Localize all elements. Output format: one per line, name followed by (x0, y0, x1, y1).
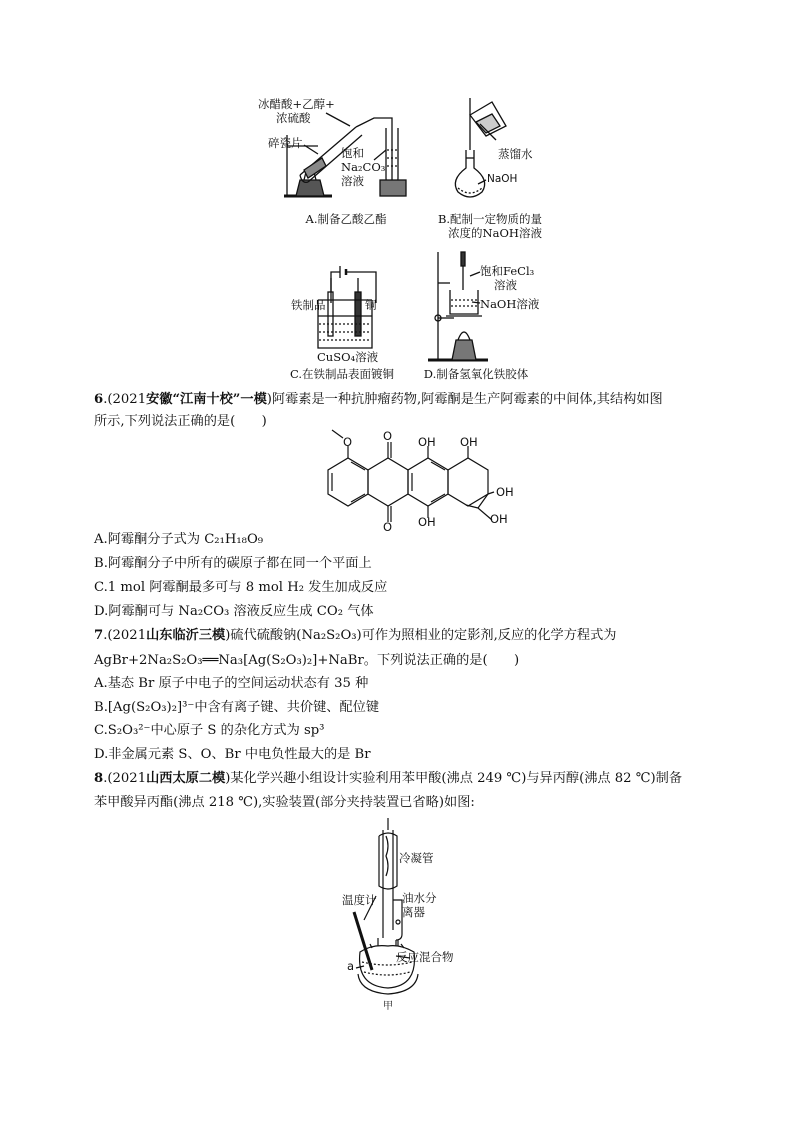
q6-option-b: B.阿霉酮分子中所有的碳原子都在同一个平面上 (94, 556, 372, 571)
struct-oh-4: OH (496, 485, 514, 499)
q8-source: 山西太原二模 (146, 771, 226, 786)
caption-c: C.在铁制品表面镀铜 (289, 367, 395, 381)
q7-stem-text: )硫代硫酸钠(Na₂S₂O₃)可作为照相业的定影剂,反应的化学方程式为 (225, 628, 617, 643)
label-reaction-mixture: 反应混合物 (396, 950, 454, 964)
caption-d: D.制备氢氧化铁胶体 (423, 367, 529, 381)
label-saturated: 饱和 (341, 146, 364, 160)
q6-stem-line-2: 所示,下列说法正确的是( ) (94, 414, 267, 429)
q6-number: 6 (94, 392, 104, 407)
q7-option-a: A.基态 Br 原子中电子的空间运动状态有 35 种 (94, 676, 369, 691)
struct-oh-2: OH (460, 435, 478, 449)
q6-option-c: C.1 mol 阿霉酮最多可与 8 mol H₂ 发生加成反应 (94, 580, 388, 595)
label-fecl3-solution: 溶液 (494, 278, 517, 292)
label-iron-product: 铁制品 (291, 298, 326, 312)
label-naoh-b: NaOH (487, 173, 518, 185)
caption-a: A.制备乙酸乙酯 (305, 212, 387, 226)
q8-stem-text: )某化学兴趣小组设计实验利用苯甲酸(沸点 249 ℃)与异丙醇(沸点 82 ℃)制备 (225, 771, 683, 786)
q8-source-prefix: .(2021 (103, 771, 147, 786)
struct-oh-5: OH (490, 512, 508, 526)
struct-o-top: O (383, 429, 393, 443)
struct-oh-1: OH (418, 435, 436, 449)
q7-option-d: D.非金属元素 S、O、Br 中电负性最大的是 Br (94, 747, 371, 762)
label-thermometer: 温度计 (342, 893, 377, 907)
label-naoh-solution: NaOH溶液 (480, 297, 540, 311)
caption-b-2: 浓度的NaOH溶液 (448, 226, 542, 240)
struct-oh-3: OH (418, 515, 436, 529)
label-separator-2: 离器 (402, 905, 425, 919)
caption-jia: 甲 (383, 1001, 393, 1012)
label-copper: 铜 (365, 298, 377, 312)
q8-stem-line-2: 苯甲酸异丙酯(沸点 218 ℃),实验装置(部分夹持装置已省略)如图: (94, 795, 475, 810)
label-solution: 溶液 (341, 174, 364, 188)
label-fecl3: 饱和FeCl₃ (480, 264, 535, 278)
q6-source: 安徽“江南十校”一模 (146, 392, 267, 407)
q8-number: 8 (94, 771, 104, 786)
label-separator-1: 油水分 (402, 891, 437, 905)
struct-o-methoxy: O (343, 435, 353, 449)
label-distilled-water: 蒸馏水 (498, 147, 533, 161)
label-cuso4-solution: CuSO₄溶液 (317, 350, 379, 364)
q6-stem-text: )阿霉素是一种抗肿瘤药物,阿霉酮是生产阿霉素的中间体,其结构如图 (266, 392, 663, 407)
q6-source-prefix: .(2021 (103, 392, 147, 407)
label-porcelain: 碎瓷片 (268, 136, 303, 150)
q7-source: 山东临沂三模 (146, 628, 226, 643)
q6-option-a: A.阿霉酮分子式为 C₂₁H₁₈O₉ (94, 532, 264, 547)
struct-o-bottom: O (383, 520, 393, 534)
label-na2co3: Na₂CO₃ (341, 160, 386, 174)
q7-stem-line-2: AgBr+2Na₂S₂O₃══Na₃[Ag(S₂O₃)₂]+NaBr。下列说法正确的是( ) (94, 653, 520, 668)
q7-number: 7 (94, 628, 104, 643)
caption-b-1: B.配制一定物质的量 (437, 212, 543, 226)
label-condenser: 冷凝管 (399, 851, 434, 865)
q6-option-d: D.阿霉酮可与 Na₂CO₃ 溶液反应生成 CO₂ 气体 (94, 604, 374, 619)
label-reagents-2: 浓硫酸 (276, 111, 311, 125)
label-a: a (347, 959, 355, 973)
q7-source-prefix: .(2021 (103, 628, 147, 643)
q7-option-b: B.[Ag(S₂O₃)₂]³⁻中含有离子键、共价键、配位键 (94, 700, 380, 715)
q7-option-c: C.S₂O₃²⁻中心原子 S 的杂化方式为 sp³ (94, 723, 325, 738)
label-reagents-1: 冰醋酸+乙醇+ (258, 97, 335, 111)
